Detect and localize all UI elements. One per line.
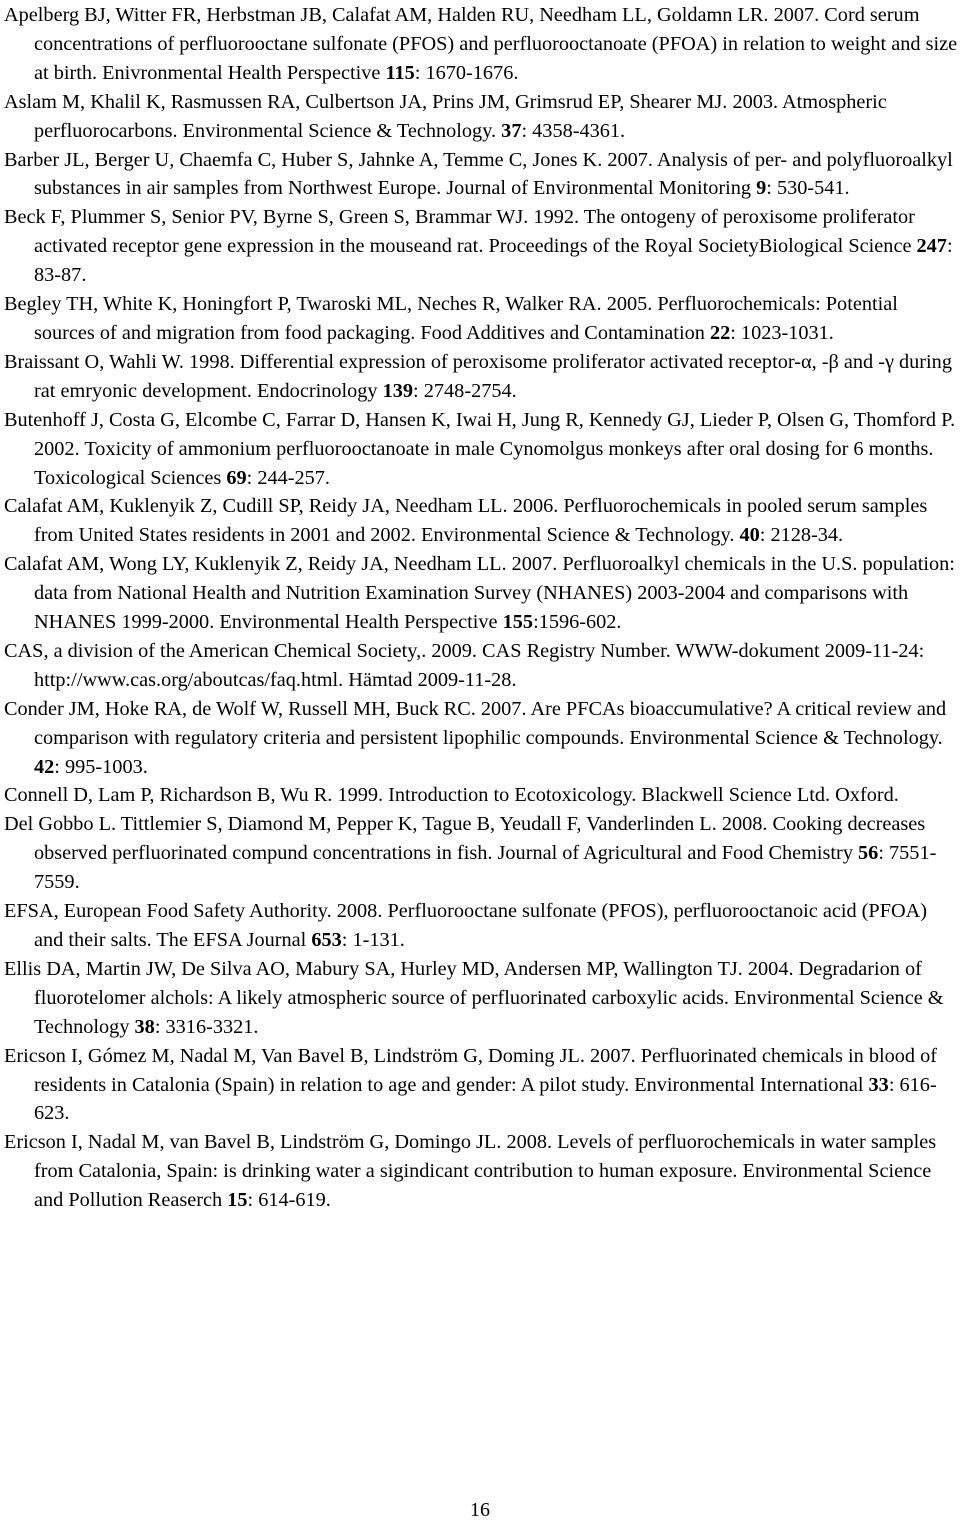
reference-volume: 37 — [501, 119, 522, 142]
reference-entry — [4, 88, 958, 146]
reference-body: 2005. Perfluorochemicals: Potential sources of and migration from food packaging. Food Additives and Contamination — [34, 293, 898, 344]
reference-authors: Del Gobbo L. Tittlemier S, Diamond M, Pepper K, Tague B, Yeudall F, Vanderlinden L. — [4, 813, 722, 836]
reference-authors: Braissant O, Wahli W. — [4, 350, 190, 373]
reference-volume: 653 — [311, 929, 342, 951]
reference-pages: : 7551-7559. — [34, 842, 937, 894]
reference-authors: Calafat AM, Wong LY, Kuklenyik Z, Reidy JA, Needham LL. — [4, 553, 512, 576]
reference-volume: 155 — [502, 611, 534, 634]
reference-authors: Calafat AM, Kuklenyik Z, Cudill SP, Reidy JA, Needham LL. — [4, 495, 513, 518]
reference-authors: Connell D, Lam P, Richardson B, Wu R. — [4, 784, 338, 807]
reference-body: 2008. Levels of perfluorochemicals in water samples from Catalonia, Spain: is drinking water a sigindicant contribution to human exposure. Environmental Science and Pollution Reaserch — [34, 1131, 937, 1212]
reference-entry — [4, 781, 958, 810]
reference-body: 2002. Toxicity of ammonium perfluorooctanoate in male Cynomolgus monkeys after oral dosing for 6 months. Toxicological Sciences — [34, 437, 934, 489]
reference-volume: 139 — [382, 379, 414, 402]
reference-authors: Ericson I, Gómez M, Nadal M, Van Bavel B, Lindström G, Doming JL. — [4, 1044, 591, 1067]
reference-pages: : 614-619. — [247, 1189, 331, 1212]
reference-entry — [4, 492, 958, 550]
reference-authors: Beck F, Plummer S, Senior PV, Byrne S, Green S, Brammar WJ. — [4, 206, 534, 229]
reference-body: 1992. The ontogeny of peroxisome proliferator activated receptor gene expression in the mouseand rat. Proceedings of the Royal SocietyBiological Science — [34, 206, 917, 258]
reference-body: 2007. Analysis of per- and polyfluoroalkyl substances in air samples from Northwest Europe. Journal of Environmental Monitoring — [34, 148, 953, 200]
reference-pages: : 244-257. — [246, 466, 330, 489]
reference-authors: Conder JM, Hoke RA, de Wolf W, Russell MH, Buck RC. — [4, 697, 481, 720]
reference-pages: : 3316-3321. — [154, 1015, 259, 1038]
reference-volume: 15 — [227, 1189, 248, 1212]
reference-entry — [4, 348, 958, 406]
reference-pages: : 616-623. — [34, 1073, 937, 1125]
reference-authors: Ellis DA, Martin JW, De Silva AO, Mabury SA, Hurley MD, Andersen MP, Wallington TJ. — [4, 957, 748, 980]
reference-pages: : 83-87. — [34, 235, 953, 287]
reference-authors: EFSA, European Food Safety Authority. — [4, 900, 337, 923]
reference-entry — [4, 695, 958, 782]
reference-body: 2007. Perfluoroalkyl chemicals in the U.S. population: data from National Health and Nutrition Examination Survey (NHANES) 2003-2004 and comparisons with NHANES 1999-2000. Environmental Health Perspective — [34, 553, 955, 634]
reference-pages: : 995-1003. — [54, 755, 148, 778]
reference-entry — [4, 637, 958, 695]
reference-pages: : 2128-34. — [759, 524, 844, 547]
reference-volume: 9 — [756, 177, 767, 200]
reference-pages: : 2748-2754. — [413, 379, 517, 402]
reference-entry — [4, 1, 958, 88]
reference-volume: 56 — [858, 842, 879, 865]
reference-entry — [4, 290, 958, 348]
reference-body: 2004. Degradarion of fluorotelomer alchols: A likely atmospheric source of perfluorinated carboxylic acids. Environmental Science & Technology — [34, 957, 944, 1038]
reference-volume: 40 — [739, 524, 760, 547]
reference-volume: 38 — [134, 1015, 155, 1038]
reference-pages: :1596-602. — [533, 611, 622, 634]
reference-authors: Barber JL, Berger U, Chaemfa C, Huber S, Jahnke A, Temme C, Jones K. — [4, 148, 608, 171]
reference-volume: 22 — [709, 321, 731, 344]
reference-authors: Butenhoff J, Costa G, Elcombe C, Farrar D, Hansen K, Iwai H, Jung R, Kennedy GJ, Lieder P, Olsen G, Thomford P. — [4, 408, 956, 431]
reference-entry — [4, 1042, 958, 1129]
reference-entry — [4, 550, 958, 637]
reference-pages: : 1-131. — [341, 929, 405, 951]
reference-pages: : 1670-1676. — [414, 61, 519, 84]
reference-authors: Apelberg BJ, Witter FR, Herbstman JB, Calafat AM, Halden RU, Needham LL, Goldamn LR. — [4, 4, 774, 26]
reference-pages: : 4358-4361. — [521, 119, 626, 142]
reference-body: 2007. Are PFCAs bioaccumulative? A critical review and comparison with regulatory criteria and persistent lipophilic compounds. Environmental Science & Technology. — [34, 697, 947, 749]
reference-body: 1999. Introduction to Ecotoxicology. Blackwell Science Ltd. Oxford. — [337, 784, 899, 807]
reference-body: 2003. Atmospheric perfluorocarbons. Environmental Science & Technology. — [34, 90, 887, 142]
reference-body: 2009. CAS Registry Number. WWW-dokument 2009-11-24: http://www.cas.org/aboutcas/faq.html. Hämtad 2009-11-28. — [34, 639, 925, 691]
reference-volume: 247 — [916, 235, 947, 258]
reference-pages: : 1023-1031. — [730, 321, 834, 344]
reference-volume: 115 — [385, 61, 415, 84]
reference-entry — [4, 146, 958, 204]
reference-body: 2008. Perfluorooctane sulfonate (PFOS), perfluorooctanoic acid (PFOA) and their salts. The EFSA Journal — [34, 900, 928, 951]
reference-entry — [4, 203, 958, 290]
reference-entry — [4, 897, 958, 955]
reference-body: 2008. Cooking decreases observed perfluorinated compund concentrations in fish. Journal of Agricultural and Food Chemistry — [34, 813, 926, 865]
reference-authors: Begley TH, White K, Honingfort P, Twaroski ML, Neches R, Walker RA. — [4, 293, 607, 316]
reference-entry — [4, 810, 958, 897]
reference-volume: 42 — [34, 755, 55, 778]
reference-authors: Aslam M, Khalil K, Rasmussen RA, Culbertson JA, Prins JM, Grimsrud EP, Shearer MJ. — [4, 90, 733, 113]
reference-volume: 33 — [868, 1073, 889, 1096]
reference-body: 2007. Perfluorinated chemicals in blood of residents in Catalonia (Spain) in relation to age and gender: A pilot study. Environmental International — [34, 1044, 937, 1096]
reference-authors: Ericson I, Nadal M, van Bavel B, Lindström G, Domingo JL. — [4, 1131, 507, 1154]
reference-body: 1998. Differential expression of peroxisome proliferator activated receptor-α, -β and -γ during rat emryonic development. Endocrinology — [34, 350, 952, 402]
reference-list — [4, 1, 958, 1215]
reference-pages: : 530-541. — [766, 177, 850, 200]
reference-body: 2006. Perfluorochemicals in pooled serum samples from United States residents in 2001 and 2002. Environmental Science & Technology. — [34, 495, 928, 547]
page-number: 16 — [470, 1499, 490, 1521]
reference-entry — [4, 955, 958, 1042]
reference-volume: 69 — [226, 466, 247, 489]
reference-authors: CAS, a division of the American Chemical Society,. — [4, 639, 432, 662]
reference-entry — [4, 1128, 958, 1215]
reference-entry — [4, 406, 958, 493]
reference-body: 2007. Cord serum concentrations of perfluorooctane sulfonate (PFOS) and perfluorooctanoate (PFOA) in relation to weight and size at birth. Enivronmental Health Perspective — [34, 4, 958, 84]
